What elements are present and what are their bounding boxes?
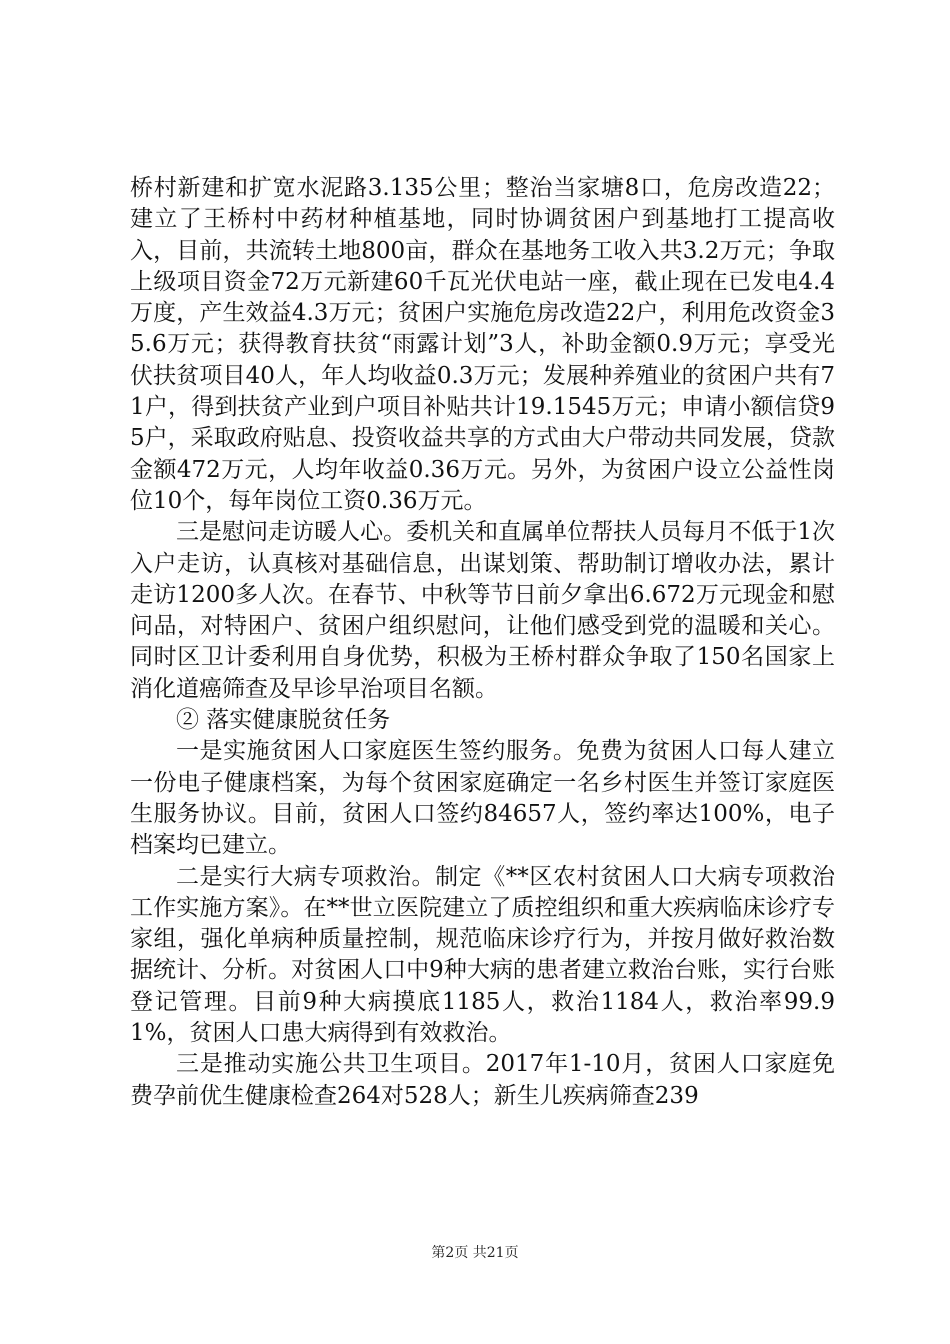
paragraph-public-health: 三是推动实施公共卫生项目。2017年1-10月，贫困人口家庭免费孕前优生健康检查264对528人；新生儿疾病筛查239 (130, 1051, 835, 1109)
paragraph-major-disease: 二是实行大病专项救治。制定《**区农村贫困人口大病专项救治工作实施方案》。在**世立医院建立了质控组织和重大疾病临床诊疗专家组，强化单病种质量控制，规范临床诊疗行为，并按月做好救治数据统计、分析。对贫困人口中9种大病的患者建立救治台账，实行台账登记管理。目前9种大病摸底1185人，救治1184人，救治率99.91%，贫困人口患大病得到有效救治。 (130, 863, 835, 1047)
page-number-footer: 第2页 共21页 (431, 1245, 519, 1261)
paragraph-visits: 三是慰问走访暖人心。委机关和直属单位帮扶人员每月不低于1次入户走访，认真核对基础信息，出谋划策、帮助制订增收办法，累计走访1200多人次。在春节、中秋等节日前夕拿出6.672万元现金和慰问品，对特困户、贫困户组织慰问，让他们感受到党的温暖和关心。同时区卫计委利用自身优势，积极为王桥村群众争取了150名国家上消化道癌筛查及早诊早治项目名额。 (130, 519, 835, 702)
section-heading-health-poverty: ② 落实健康脱贫任务 (176, 707, 391, 734)
paragraph-continuation: 桥村新建和扩宽水泥路3.135公里；整治当家塘8口，危房改造22；建立了王桥村中药材种植基地，同时协调贫困户到基地打工提高收入，目前，共流转土地800亩，群众在基地务工收入共3.2万元；争取上级项目资金72万元新建60千瓦光伏电站一座，截止现在已发电4.4万度，产生效益4.3万元；贫困户实施危房改造22户，利用危改资金35.6万元；获得教育扶贫“雨露计划”3人，补助金额0.9万元；享受光伏扶贫项目40人，年人均收益0.3万元；发展种养殖业的贫困户共有71户，得到扶贫产业到户项目补贴共计19.1545万元；申请小额信贷95户，采取政府贴息、投资收益共享的方式由大户带动共同发展，贷款金额472万元，人均年收益0.36万元。另外，为贫困户设立公益性岗位10个，每年岗位工资0.36万元。 (130, 175, 835, 514)
paragraph-family-doctor: 一是实施贫困人口家庭医生签约服务。免费为贫困人口每人建立一份电子健康档案，为每个贫困家庭确定一名乡村医生并签订家庭医生服务协议。目前，贫困人口签约84657人，签约率达100%，电子档案均已建立。 (130, 738, 835, 859)
document-body (130, 173, 835, 1112)
